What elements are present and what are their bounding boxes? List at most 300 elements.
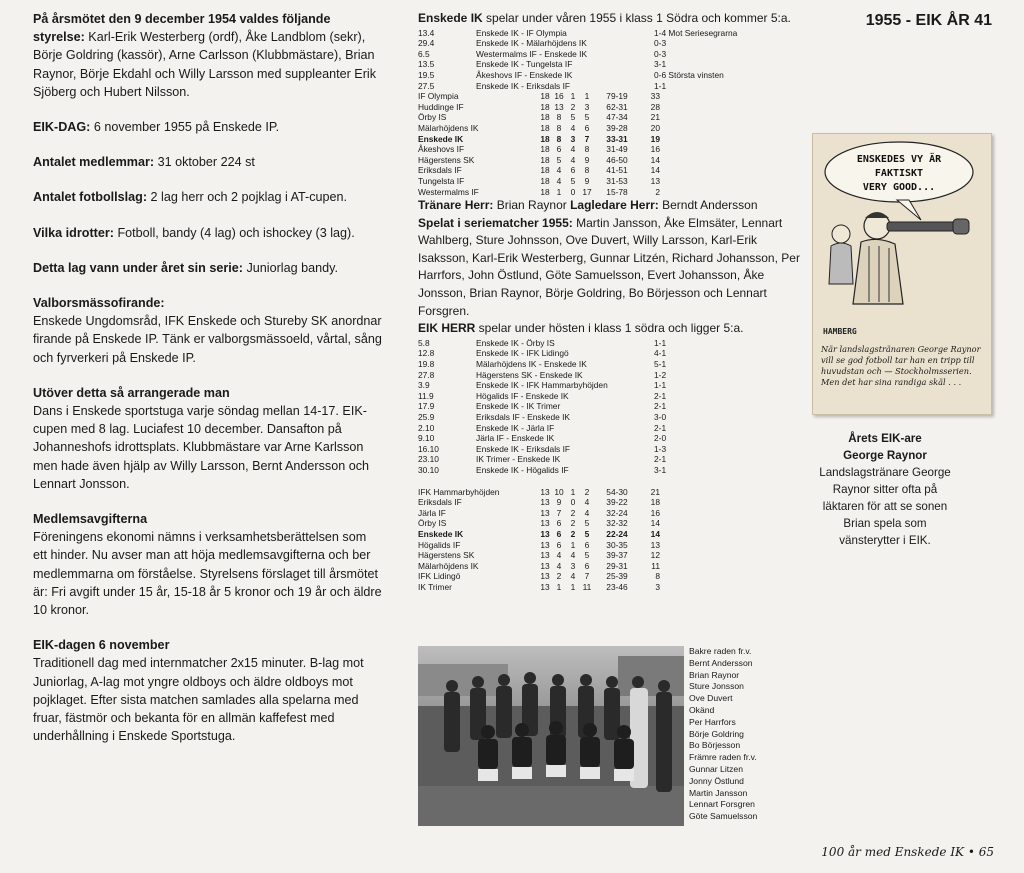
match-date: 25.9 — [418, 412, 435, 422]
standings-played: 18 — [540, 144, 550, 155]
standings-played: 13 — [540, 528, 550, 539]
roster-name: Göte Samuelsson — [689, 811, 758, 822]
standings-team: IF Olympia — [418, 91, 459, 102]
standings-goals: 39-22 — [606, 497, 628, 508]
standings-drawn: 1 — [570, 581, 576, 592]
team-leader-label: Lagledare Herr: — [570, 198, 659, 213]
standings-row — [418, 91, 660, 102]
standings-lost: 6 — [584, 122, 590, 133]
standings-lost: 4 — [584, 497, 590, 508]
standings-won: 2 — [556, 571, 562, 582]
match-teams: Enskede IK - IFK Lidingö — [476, 348, 569, 359]
standings-drawn: 1 — [570, 539, 576, 550]
match-row — [418, 444, 666, 455]
match-result: 1-3 — [654, 443, 667, 454]
match-date: 2.10 — [418, 422, 435, 433]
match-result: 2-0 — [654, 433, 667, 444]
coach-block — [418, 197, 810, 320]
eikare-sidebar — [815, 430, 955, 549]
standings-goals: 31-49 — [606, 144, 628, 155]
match-row — [418, 370, 666, 381]
standings-played: 13 — [540, 550, 550, 561]
standings-goals: 39-37 — [606, 550, 628, 561]
roster-name: Okänd — [689, 704, 715, 715]
match-teams: Enskede IK - Eriksdals IF — [476, 443, 571, 454]
standings-lost: 8 — [584, 144, 590, 155]
standings-played: 18 — [540, 165, 550, 176]
roster-name: Börje Goldring — [689, 728, 744, 739]
match-result: 3-0 — [654, 412, 667, 422]
standings-points: 13 — [650, 539, 660, 550]
match-row — [418, 348, 666, 359]
standings-won: 1 — [556, 581, 562, 592]
match-date: 27.8 — [418, 369, 435, 380]
spring-match-list — [418, 28, 737, 92]
standings-row — [418, 176, 660, 187]
match-teams: Högalids IF - Enskede IK — [476, 390, 569, 401]
match-result: 0-3 — [654, 48, 667, 59]
standings-team: Tungelsta IF — [418, 175, 465, 186]
cartoon-drawing — [813, 134, 991, 344]
board-text: Karl-Erik Westerberg (ordf), Åke Landblom (sekr), Börje Goldring (kassör), Arne Carlsson (Klubbmästare), Brian Raynor, Börje Ekdahl och Willy Larsson med suppleanter Erik Sjöberg och Hubert Nilsson. — [33, 30, 376, 99]
standings-played: 13 — [540, 518, 550, 529]
standings-drawn: 4 — [570, 144, 576, 155]
match-teams: Westermalms IF - Enskede IK — [476, 48, 588, 59]
roster-name: Jonny Östlund — [689, 775, 744, 786]
match-row — [418, 401, 666, 412]
match-date: 9.10 — [418, 433, 435, 444]
standings-lost: 1 — [584, 91, 590, 102]
standings-team: Hägerstens SK — [418, 550, 475, 561]
match-result: 1-4 Mot Seriesegrarna — [654, 27, 738, 38]
standings-team: Eriksdals IF — [418, 165, 462, 176]
standings-team: Örby IS — [418, 518, 447, 529]
valborg-text: Enskede Ungdomsråd, IFK Enskede och Stureby SK anordnar firande på Enskede IP. Tänk er valborgsmässoeld, vårtal, sång och fyrverkeri på Enskede IP. — [33, 314, 382, 365]
standings-team: IFK Lidingö — [418, 571, 461, 582]
standings-row — [418, 187, 660, 198]
team-leader-name: Berndt Andersson — [658, 198, 758, 213]
standings-won: 8 — [556, 112, 562, 123]
spring-heading-team: Enskede IK — [418, 11, 483, 25]
standings-lost: 6 — [584, 539, 590, 550]
standings-won: 4 — [556, 175, 562, 186]
match-date: 30.10 — [418, 464, 439, 475]
cartoon-caption: När landslagstränaren George Raynor vill se god fotboll tar han en tripp till huvudstan och — Stockholmsserien. Men det har sina randiga skäl . . . — [821, 344, 981, 387]
match-result: 1-1 — [654, 380, 667, 391]
match-result: 2-1 — [654, 390, 667, 401]
standings-team: Hägerstens SK — [418, 154, 475, 165]
standings-won: 8 — [556, 133, 562, 144]
match-date: 11.9 — [418, 390, 434, 401]
standings-won: 7 — [556, 507, 562, 518]
standings-lost: 5 — [584, 550, 590, 561]
standings-drawn: 6 — [570, 165, 576, 176]
standings-team: Åkeshovs IF — [418, 144, 465, 155]
standings-row — [418, 550, 660, 561]
team-photo — [418, 646, 684, 826]
match-result: 2-1 — [654, 422, 667, 433]
standings-won: 6 — [556, 539, 562, 550]
standings-goals: 25-39 — [606, 571, 628, 582]
match-result: 5-1 — [654, 359, 667, 370]
standings-points: 11 — [651, 560, 660, 571]
coach-name: Brian Raynor — [493, 198, 571, 213]
match-date: 19.8 — [418, 359, 435, 370]
standings-points: 21 — [650, 486, 660, 497]
roster-name: Brian Raynor — [689, 669, 740, 680]
roster-name: Lennart Forsgren — [689, 799, 755, 810]
standings-goals: 32-24 — [606, 507, 628, 518]
standings-lost: 5 — [584, 518, 590, 529]
eikare-title: Årets EIK-are — [848, 432, 922, 445]
newspaper-cartoon — [812, 133, 992, 415]
players-list: Martin Jansson, Åke Elmsäter, Lennart Wahlberg, Sture Johnsson, Ove Duvert, Willy Larsson, Karl-Erik Isaksson, Karl-Erik Westerberg, Gunnar Litzén, Richard Johansson, Per Harrfors, John Östlund, Göte Samuelsson, Evert Johansson, Åke Jonsson, Brian Raynor, Börje Goldring, Bo Börjesson och Lennart Forsgren. — [418, 215, 800, 318]
standings-points: 14 — [650, 165, 660, 176]
spring-heading — [418, 10, 810, 28]
standings-row — [418, 571, 660, 582]
standings-lost: 3 — [584, 101, 590, 112]
standings-drawn: 0 — [570, 186, 576, 197]
standings-drawn: 1 — [570, 91, 576, 102]
match-row — [418, 380, 666, 391]
paragraph-board — [33, 10, 383, 101]
match-teams: Åkeshovs IF - Enskede IK — [476, 69, 573, 80]
standings-points: 20 — [650, 122, 660, 133]
standings-lost: 8 — [584, 165, 590, 176]
match-row — [418, 412, 666, 423]
standings-won: 4 — [556, 560, 562, 571]
match-result: 3-1 — [654, 464, 667, 475]
eik-day-text: Traditionell dag med internmatcher 2x15 minuter. B-lag mot Juniorlag, A-lag mot yngre oldboys och äldre oldboys mot pojklaget. Efter sista matchen samlades alla spelarna med fruar, fästmör och bekanta för en allmän kaffefest med underhållning i Enskede Sportstuga. — [33, 656, 364, 744]
standings-team: Örby IS — [418, 112, 447, 123]
standings-lost: 7 — [584, 133, 590, 144]
board-heading: På årsmötet den 9 december 1954 valdes följande styrelse: — [33, 12, 331, 45]
match-teams: IK Trimer - Enskede IK — [476, 454, 561, 465]
match-teams: Enskede IK - Mälarhöjdens IK — [476, 38, 587, 49]
standings-goals: 54-30 — [606, 486, 628, 497]
roster-name: Bernt Andersson — [689, 657, 753, 668]
match-result: 1-1 — [654, 337, 667, 348]
standings-played: 13 — [540, 560, 550, 571]
standings-goals: 22-24 — [606, 528, 628, 539]
standings-lost: 17 — [582, 186, 592, 197]
standings-drawn: 2 — [570, 507, 576, 518]
players-label: Spelat i seriematcher 1955: — [418, 215, 573, 230]
standings-lost: 4 — [584, 507, 590, 518]
standings-won: 5 — [556, 154, 562, 165]
standings-goals: 47-34 — [606, 112, 628, 123]
valborg-heading: Valborsmässofirande: — [33, 296, 165, 311]
standings-won: 16 — [554, 91, 564, 102]
standings-team: Mälarhöjdens IK — [418, 122, 479, 133]
sports-heading: Vilka idrotter: — [33, 225, 114, 240]
teams-heading: Antalet fotbollslag: — [33, 190, 148, 205]
standings-goals: 15-78 — [606, 186, 628, 197]
match-result: 3-1 — [654, 59, 667, 70]
match-date: 16.10 — [418, 443, 439, 454]
standings-lost: 5 — [584, 112, 590, 123]
autumn-heading-text: spelar under hösten i klass 1 södra och ligger 5:a. — [475, 321, 744, 336]
standings-won: 9 — [556, 497, 562, 508]
match-result: 0-3 — [654, 38, 667, 49]
standings-played: 13 — [540, 571, 550, 582]
standings-goals: 79-19 — [606, 91, 628, 102]
standings-won: 10 — [554, 486, 564, 497]
match-row — [418, 423, 666, 434]
standings-won: 4 — [556, 550, 562, 561]
roster-name: Främre raden fr.v. — [689, 752, 757, 763]
standings-row — [418, 508, 660, 519]
paragraph-sports — [33, 224, 383, 242]
page-title: 1955 - EIK ÅR 41 — [865, 12, 992, 29]
standings-team: Eriksdals IF — [418, 497, 462, 508]
standings-points: 2 — [655, 186, 660, 197]
standings-played: 18 — [540, 91, 550, 102]
match-result: 1-1 — [654, 80, 667, 91]
coach-label: Tränare Herr: — [418, 198, 494, 213]
standings-played: 13 — [540, 486, 550, 497]
match-row — [418, 338, 666, 349]
standings-drawn: 2 — [570, 518, 576, 529]
match-teams: Enskede IK - IFK Hammarbyhöjden — [476, 380, 608, 391]
match-row — [418, 81, 737, 92]
standings-team: Mälarhöjdens IK — [418, 560, 479, 571]
eik-dag-heading: EIK-DAG: — [33, 120, 91, 135]
photo-roster — [689, 646, 799, 823]
events-heading: Utöver detta så arrangerade man — [33, 385, 230, 400]
standings-drawn: 4 — [570, 571, 576, 582]
standings-points: 18 — [650, 497, 660, 508]
standings-row — [418, 497, 660, 508]
match-date: 17.9 — [418, 401, 435, 412]
paragraph-eik-day — [33, 636, 383, 745]
standings-row — [418, 529, 660, 540]
standings-drawn: 5 — [570, 175, 576, 186]
match-row — [418, 465, 666, 476]
standings-drawn: 4 — [570, 154, 576, 165]
standings-row — [418, 582, 660, 593]
match-date: 23.10 — [418, 454, 439, 465]
standings-row — [418, 144, 660, 155]
standings-played: 18 — [540, 186, 550, 197]
standings-drawn: 4 — [570, 550, 576, 561]
standings-team: IFK Hammarbyhöjden — [418, 486, 500, 497]
standings-drawn: 3 — [570, 560, 576, 571]
standings-played: 18 — [540, 154, 550, 165]
match-teams: Enskede IK - Järla IF — [476, 422, 555, 433]
match-row — [418, 38, 737, 49]
autumn-heading-team: EIK HERR — [418, 321, 476, 336]
standings-won: 6 — [556, 144, 562, 155]
standings-won: 13 — [554, 101, 564, 112]
standings-played: 18 — [540, 112, 550, 123]
members-heading: Antalet medlemmar: — [33, 155, 155, 170]
standings-lost: 2 — [584, 486, 590, 497]
standings-team: Järla IF — [418, 507, 446, 518]
match-teams: Enskede IK - Eriksdals IF — [476, 80, 571, 91]
standings-goals: 23-46 — [606, 581, 628, 592]
match-result: 2-1 — [654, 454, 667, 465]
cartoon-bubble-line-1: ENSKEDES VY ÄR — [856, 154, 942, 165]
spring-standings-table — [418, 91, 660, 197]
standings-points: 14 — [650, 154, 660, 165]
match-row — [418, 59, 737, 70]
standings-row — [418, 155, 660, 166]
autumn-heading — [418, 320, 810, 338]
standings-drawn: 5 — [570, 112, 576, 123]
standings-lost: 11 — [582, 581, 592, 592]
cartoon-bubble-line-2: FAKTISKT — [874, 168, 924, 179]
standings-points: 33 — [650, 91, 660, 102]
autumn-standings-table — [418, 487, 660, 593]
teams-text: 2 lag herr och 2 pojklag i AT-cupen. — [147, 190, 348, 205]
match-teams: Enskede IK - Tungelsta IF — [476, 59, 573, 70]
standings-team: IK Trimer — [418, 581, 452, 592]
match-date: 27.5 — [418, 80, 435, 91]
standings-goals: 41-51 — [606, 165, 628, 176]
standings-row — [418, 561, 660, 572]
match-result: 1-2 — [654, 369, 667, 380]
eikare-text: Landslagstränare George Raynor sitter ofta på läktaren för att se sonen Brian spela som vänsterytter i EIK. — [819, 466, 951, 547]
match-row — [418, 70, 737, 81]
results-column — [418, 10, 810, 593]
standings-played: 18 — [540, 175, 550, 186]
standings-points: 13 — [650, 175, 660, 186]
standings-points: 14 — [650, 518, 660, 529]
match-row — [418, 391, 666, 402]
match-date: 12.8 — [418, 348, 435, 359]
match-date: 5.8 — [418, 337, 430, 348]
roster-name: Martin Jansson — [689, 787, 748, 798]
cartoon-bubble-line-3: VERY GOOD... — [862, 182, 936, 193]
autumn-match-list — [418, 338, 666, 476]
sports-text: Fotboll, bandy (4 lag) och ishockey (3 lag). — [113, 225, 355, 240]
standings-team: Enskede IK — [418, 133, 464, 144]
match-teams: Enskede IK - IF Olympia — [476, 27, 567, 38]
standings-team: Huddinge IF — [418, 101, 464, 112]
match-row — [418, 433, 666, 444]
standings-points: 8 — [655, 571, 660, 582]
standings-goals: 30-35 — [606, 539, 628, 550]
standings-played: 13 — [540, 581, 550, 592]
members-text: 31 oktober 224 st — [154, 155, 255, 170]
roster-name: Per Harrfors — [689, 716, 736, 727]
standings-lost: 9 — [584, 154, 590, 165]
standings-goals: 32-32 — [606, 518, 628, 529]
standings-row — [418, 487, 660, 498]
roster-name: Sture Jonsson — [689, 681, 744, 692]
standings-row — [418, 102, 660, 113]
paragraph-teams — [33, 188, 383, 206]
match-result: 0-6 Största vinsten — [654, 69, 724, 80]
match-teams: Mälarhöjdens IK - Enskede IK — [476, 359, 587, 370]
standings-lost: 5 — [584, 528, 590, 539]
standings-row — [418, 518, 660, 529]
standings-points: 12 — [650, 550, 660, 561]
standings-points: 28 — [650, 101, 660, 112]
match-date: 3.9 — [418, 380, 430, 391]
standings-won: 8 — [556, 122, 562, 133]
standings-played: 18 — [540, 122, 550, 133]
roster-name: Ove Duvert — [689, 693, 733, 704]
standings-team: Enskede IK — [418, 528, 464, 539]
eik-day-heading: EIK-dagen 6 november — [33, 638, 170, 653]
match-row — [418, 49, 737, 60]
winner-heading: Detta lag vann under året sin serie: — [33, 260, 243, 275]
main-text-column — [33, 10, 383, 763]
roster-name: Gunnar Litzen — [689, 763, 743, 774]
standings-row — [418, 123, 660, 134]
standings-goals: 62-31 — [606, 101, 628, 112]
match-teams: Enskede IK - IK Trimer — [476, 401, 561, 412]
match-row — [418, 359, 666, 370]
standings-points: 16 — [650, 144, 660, 155]
standings-won: 4 — [556, 165, 562, 176]
eik-dag-text: 6 november 1955 på Enskede IP. — [90, 120, 280, 135]
standings-points: 21 — [650, 112, 660, 123]
match-row — [418, 28, 737, 39]
paragraph-events — [33, 384, 383, 493]
match-teams: Eriksdals IF - Enskede IK — [476, 412, 571, 422]
standings-goals: 29-31 — [606, 560, 628, 571]
match-result: 2-1 — [654, 401, 667, 412]
standings-row — [418, 540, 660, 551]
fees-text: Föreningens ekonomi nämns i verksamhetsberättelsen som ett hinder. Nu avser man att höja medlemsavgifterna och ber medlemmarna om förståelse. Styrelsens förslaget till årsmötet är: Fri avgift under 15 år, 15-18 år 5 kronor och 19 år och äldre 10 kronor. — [33, 530, 382, 618]
winner-text: Juniorlag bandy. — [242, 260, 338, 275]
standings-lost: 9 — [584, 175, 590, 186]
standings-row — [418, 165, 660, 176]
match-date: 13.4 — [418, 27, 435, 38]
fees-heading: Medlemsavgifterna — [33, 512, 148, 527]
standings-won: 6 — [556, 518, 562, 529]
standings-drawn: 2 — [570, 101, 576, 112]
standings-drawn: 4 — [570, 122, 576, 133]
spring-heading-text: spelar under våren 1955 i klass 1 Södra och kommer 5:a. — [482, 11, 791, 25]
match-row — [418, 454, 666, 465]
standings-won: 6 — [556, 528, 562, 539]
standings-goals: 31-53 — [606, 175, 628, 186]
roster-name: Bakre raden fr.v. — [689, 646, 752, 656]
standings-played: 13 — [540, 507, 550, 518]
paragraph-eik-dag — [33, 118, 383, 136]
match-date: 6.5 — [418, 48, 430, 59]
standings-row — [418, 134, 660, 145]
standings-row — [418, 112, 660, 123]
paragraph-fees — [33, 510, 383, 619]
match-result: 4-1 — [654, 348, 667, 359]
paragraph-winner — [33, 259, 383, 277]
match-date: 19.5 — [418, 69, 435, 80]
paragraph-valborg — [33, 294, 383, 367]
standings-drawn: 2 — [570, 528, 576, 539]
match-teams: Enskede IK - Örby IS — [476, 337, 555, 348]
standings-lost: 6 — [584, 560, 590, 571]
match-date: 29.4 — [418, 38, 435, 49]
standings-drawn: 0 — [570, 497, 576, 508]
cartoon-signature: HAMBERG — [823, 327, 857, 336]
page-footer: 100 år med Enskede IK • 65 — [821, 845, 994, 859]
standings-played: 18 — [540, 133, 550, 144]
standings-team: Högalids IF — [418, 539, 461, 550]
standings-points: 3 — [655, 581, 660, 592]
team-photo-image — [418, 646, 684, 826]
match-date: 13.5 — [418, 59, 435, 70]
standings-goals: 33-31 — [606, 133, 628, 144]
standings-team: Westermalms IF — [418, 186, 479, 197]
eikare-name: George Raynor — [843, 449, 927, 462]
standings-points: 19 — [650, 133, 660, 144]
match-teams: Järla IF - Enskede IK — [476, 433, 555, 444]
